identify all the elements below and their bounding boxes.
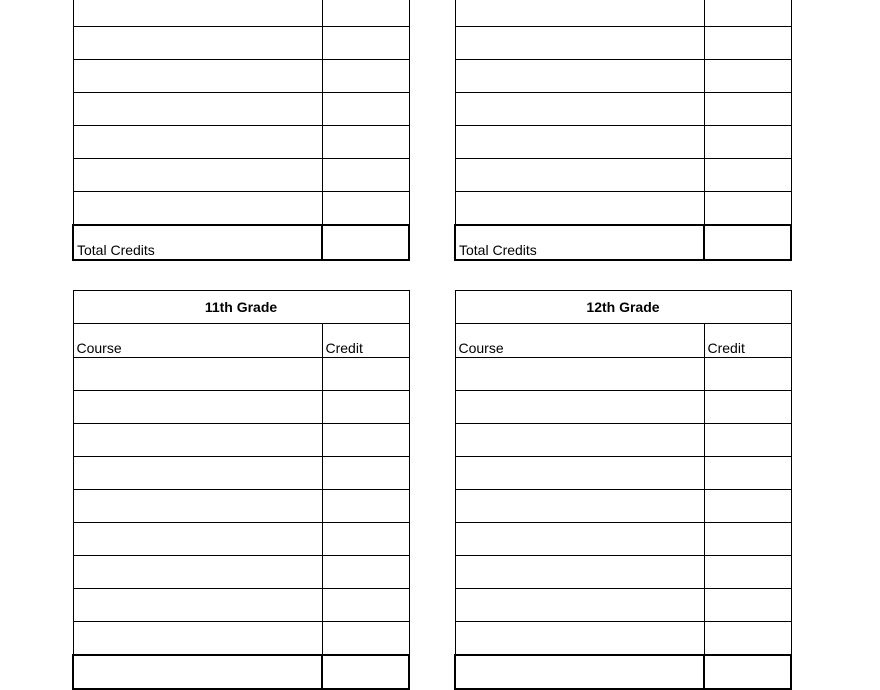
total-credits-value[interactable] [704, 225, 791, 260]
credit-cell[interactable] [704, 391, 791, 424]
course-cell[interactable] [455, 391, 704, 424]
grade-12-table [454, 290, 792, 690]
course-cell[interactable] [455, 159, 704, 192]
table-title-row [73, 291, 409, 324]
credit-cell[interactable] [322, 27, 409, 60]
credit-cell[interactable] [322, 60, 409, 93]
credit-cell[interactable] [704, 523, 791, 556]
credit-cell[interactable] [322, 424, 409, 457]
course-cell[interactable] [455, 93, 704, 126]
credit-cell[interactable] [322, 589, 409, 622]
credit-cell[interactable] [322, 490, 409, 523]
credit-cell[interactable] [322, 93, 409, 126]
credit-cell[interactable] [704, 27, 791, 60]
table-row [73, 457, 409, 490]
credit-cell[interactable] [322, 192, 409, 226]
course-cell[interactable] [455, 424, 704, 457]
course-cell[interactable] [455, 27, 704, 60]
credit-cell[interactable] [704, 589, 791, 622]
table-row [455, 0, 791, 27]
credit-cell[interactable] [322, 523, 409, 556]
credit-cell[interactable] [704, 60, 791, 93]
credit-cell[interactable] [322, 126, 409, 159]
grade-table-top-left [72, 0, 410, 261]
credit-cell[interactable] [704, 358, 791, 391]
course-column-header: Course [73, 324, 322, 358]
table-row [455, 93, 791, 126]
course-cell[interactable] [73, 159, 322, 192]
table-row [73, 93, 409, 126]
course-cell[interactable] [73, 93, 322, 126]
table-row [73, 523, 409, 556]
course-cell[interactable] [455, 589, 704, 622]
table-row [73, 424, 409, 457]
total-credits-row [455, 655, 791, 689]
grade-table-top-right [454, 0, 792, 261]
credit-cell[interactable] [704, 457, 791, 490]
course-cell[interactable] [455, 60, 704, 93]
course-cell[interactable] [455, 126, 704, 159]
credit-cell[interactable] [322, 358, 409, 391]
total-credits-label [455, 655, 704, 689]
table-row [455, 523, 791, 556]
course-cell[interactable] [455, 523, 704, 556]
credit-cell[interactable] [704, 126, 791, 159]
course-cell[interactable] [73, 457, 322, 490]
table-row [73, 192, 409, 226]
table-row [73, 60, 409, 93]
credit-cell[interactable] [704, 93, 791, 126]
course-column-header: Course [455, 324, 704, 358]
course-cell[interactable] [73, 490, 322, 523]
credit-cell[interactable] [704, 490, 791, 523]
table-title: 12th Grade [455, 291, 791, 324]
table-row [455, 556, 791, 589]
total-credits-label [73, 655, 322, 689]
course-cell[interactable] [455, 622, 704, 656]
course-cell[interactable] [73, 589, 322, 622]
course-cell[interactable] [73, 556, 322, 589]
table-row [73, 589, 409, 622]
table-row [73, 622, 409, 656]
table-title-row [455, 291, 791, 324]
credit-cell[interactable] [322, 622, 409, 656]
table-row [73, 391, 409, 424]
total-credits-value[interactable] [322, 655, 409, 689]
credit-cell[interactable] [322, 159, 409, 192]
table-row [73, 490, 409, 523]
course-cell[interactable] [73, 523, 322, 556]
total-credits-row [73, 225, 409, 260]
total-credits-label: Total Credits [73, 225, 322, 260]
course-cell[interactable] [455, 0, 704, 27]
course-cell[interactable] [73, 27, 322, 60]
course-cell[interactable] [73, 358, 322, 391]
total-credits-value[interactable] [322, 225, 409, 260]
table-row [455, 424, 791, 457]
table-row [73, 27, 409, 60]
table-row [455, 60, 791, 93]
course-cell[interactable] [73, 622, 322, 656]
credit-cell[interactable] [704, 622, 791, 656]
credit-cell[interactable] [704, 424, 791, 457]
table-row [73, 0, 409, 27]
column-header-row [455, 324, 791, 358]
course-cell[interactable] [73, 0, 322, 27]
course-cell[interactable] [455, 490, 704, 523]
table-row [73, 358, 409, 391]
credit-cell[interactable] [704, 192, 791, 226]
course-cell[interactable] [455, 556, 704, 589]
credit-cell[interactable] [322, 556, 409, 589]
table-row [455, 622, 791, 656]
total-credits-row [73, 655, 409, 689]
course-cell[interactable] [73, 60, 322, 93]
credit-column-header: Credit [322, 324, 409, 358]
credit-cell[interactable] [704, 556, 791, 589]
table-row [455, 589, 791, 622]
table-row [73, 159, 409, 192]
table-row [455, 159, 791, 192]
course-cell[interactable] [455, 457, 704, 490]
course-cell[interactable] [73, 424, 322, 457]
credit-cell[interactable] [704, 0, 791, 27]
column-header-row [73, 324, 409, 358]
credit-cell[interactable] [322, 391, 409, 424]
table-row [455, 358, 791, 391]
grade-11-table [72, 290, 410, 690]
table-row [455, 126, 791, 159]
table-row [455, 457, 791, 490]
course-cell[interactable] [455, 192, 704, 226]
total-credits-label: Total Credits [455, 225, 704, 260]
course-cell[interactable] [73, 391, 322, 424]
total-credits-row [455, 225, 791, 260]
credit-column-header: Credit [704, 324, 791, 358]
table-title: 11th Grade [73, 291, 409, 324]
credit-cell[interactable] [322, 0, 409, 27]
table-row [455, 490, 791, 523]
credit-cell[interactable] [704, 159, 791, 192]
credit-cell[interactable] [322, 457, 409, 490]
course-cell[interactable] [73, 192, 322, 226]
table-row [455, 391, 791, 424]
course-cell[interactable] [455, 358, 704, 391]
table-row [73, 556, 409, 589]
total-credits-value[interactable] [704, 655, 791, 689]
course-cell[interactable] [73, 126, 322, 159]
table-row [455, 27, 791, 60]
table-row [73, 126, 409, 159]
table-row [455, 192, 791, 226]
